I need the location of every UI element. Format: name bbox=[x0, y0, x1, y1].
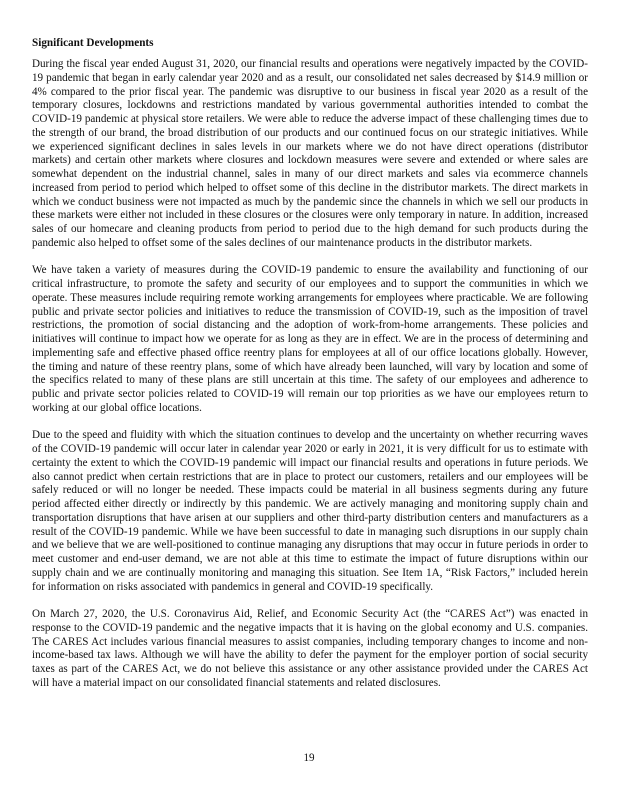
section-heading: Significant Developments bbox=[32, 37, 154, 49]
paragraph-covid-impact: During the fiscal year ended August 31, 2020, our financial results and operations were negatively impacted by the COVID-19 pandemic that began in early calendar year 2020 and as a result, our consolidated net sales decreased by $14.9 million or 4% compared to the prior fiscal year. The pandemic was disruptive to our business in fiscal year 2020 as a result of the temporary closures, lockdowns and restrictions mandated by various governmental authorities intended to combat the COVID-19 pandemic at physical store retailers. We were able to reduce the adverse impact of these challenging times due to the strength of our brand, the broad distribution of our products and our continued focus on our strategic initiatives. While we experienced significant declines in sales levels in our markets where we do not have direct operations (distributor markets) and certain other markets where closures and lockdown measures were severe and extended or where sales are somewhat dependent on the industrial channel, sales in many of our direct markets and sales via ecommerce channels increased from period to period which helped to offset some of this decline in the distributor markets. The direct markets in which we conduct business were not impacted as much by the pandemic since the channels in which we sell our products in these markets were either not included in these closures or the closures were only temporary in nature. In addition, increased sales of our homecare and cleaning products from period to period due to the high demand for such products during the pandemic also helped to offset some of the sales declines of our maintenance products in the distributor markets. bbox=[32, 58, 588, 249]
paragraph-uncertainty: Due to the speed and fluidity with which the situation continues to develop and the uncertainty on whether recurring waves of the COVID-19 pandemic will occur later in calendar year 2020 or early in 2021, it is very difficult for us to estimate with certainty the extent to which the COVID-19 pandemic will impact our financial results and operations in future periods. We also cannot predict when certain restrictions that are in place to protect our customers, retailers and our employees will be safely reduced or will no longer be needed. These impacts could be material in all business segments during any future period affected either directly or indirectly by this pandemic. We are actively managing and monitoring supply chain and transportation disruptions that have arisen at our suppliers and other third-party distribution centers and manufacturers as a result of the COVID-19 pandemic. While we have been successful to date in managing such disruptions in our supply chain and we believe that we are well-positioned to continue managing any disruptions that may occur in future periods in order to meet customer and end-user demand, we are not able at this time to estimate the impact of future disruptions within our supply chain and we are continually monitoring and managing this situation. See Item 1A, “Risk Factors,” included herein for information on risks associated with pandemics in general and COVID-19 specifically. bbox=[32, 429, 588, 593]
paragraph-cares-act: On March 27, 2020, the U.S. Coronavirus Aid, Relief, and Economic Security Act (the “CARES Act”) was enacted in response to the COVID-19 pandemic and the negative impacts that it is having on the global economy and U.S. companies. The CARES Act includes various financial measures to assist companies, including temporary changes to income and non-income-based tax laws. Although we will have the ability to defer the payment for the employer portion of social security taxes as part of the CARES Act, we do not believe this assistance or any other assistance provided under the CARES Act will have a material impact on our consolidated financial statements and related disclosures. bbox=[32, 608, 588, 689]
page-number: 19 bbox=[303, 752, 315, 764]
document-page bbox=[32, 36, 588, 704]
paragraph-measures: We have taken a variety of measures during the COVID-19 pandemic to ensure the availability and functioning of our critical infrastructure, to promote the safety and security of our employees and to support the communities in which we operate. These measures include requiring remote working arrangements for employees where practicable. We are following public and private sector policies and initiatives to reduce the transmission of COVID-19, such as the imposition of travel restrictions, the promotion of social distancing and the adoption of work-from-home arrangements. These policies and initiatives will continue to impact how we operate for as long as they are in effect. We are in the process of determining and implementing safe and effective phased office reentry plans for employees at all of our office locations globally. However, the timing and nature of these reentry plans, some of which have already been launched, will vary by location and some of the specifics related to many of these plans are still uncertain at this time. The safety of our employees and adherence to public and private sector policies related to COVID-19 will remain our top priorities as we have our employees return to working at our global office locations. bbox=[32, 264, 588, 414]
